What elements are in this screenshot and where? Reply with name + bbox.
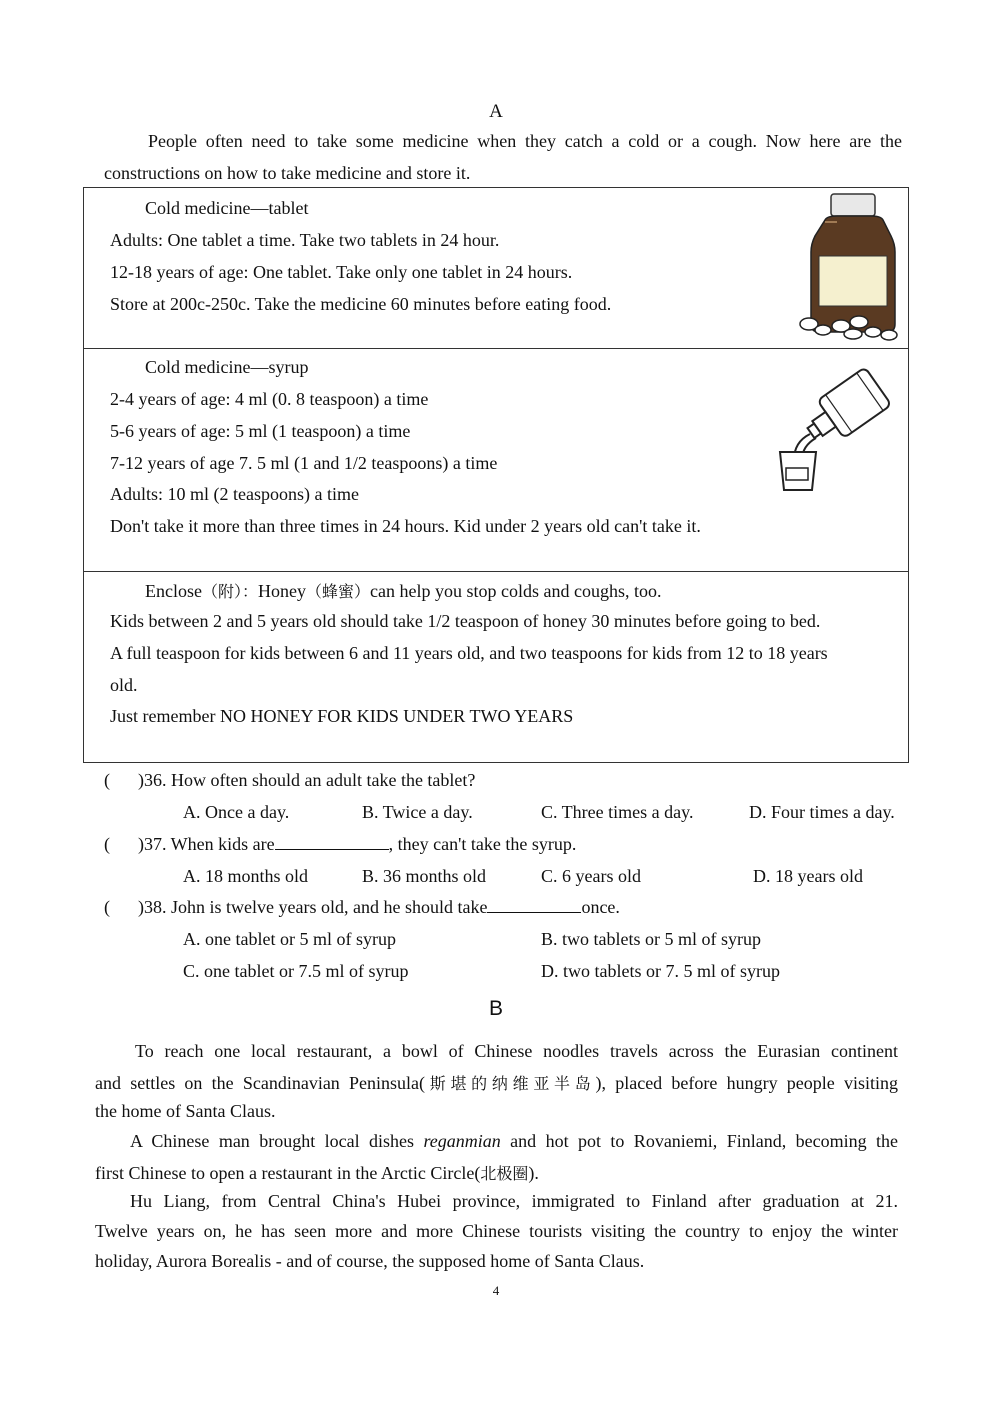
q36-option-a: A. Once a day. — [183, 802, 290, 822]
tablet-line: Adults: One tablet a time. Take two tablets in 24 hour. — [110, 230, 500, 250]
honey-line: A full teaspoon for kids between 6 and 11 years old, and two teaspoons for kids from 12 to 18 years — [110, 643, 828, 663]
syrup-line: 5-6 years of age: 5 ml (1 teaspoon) a time — [110, 421, 411, 441]
q38-option-c: C. one tablet or 7.5 ml of syrup — [183, 961, 409, 981]
honey-enclosure-box — [83, 571, 909, 763]
syrup-line: 2-4 years of age: 4 ml (0. 8 teaspoon) a time — [110, 389, 429, 409]
intro-line-1: People often need to take some medicine when they catch a cold or a cough. Now here are the — [148, 131, 902, 151]
page-number: 4 — [492, 1283, 500, 1298]
syrup-pouring-illustration — [772, 368, 902, 498]
question-38: ( )38. John is twelve years old, and he should take once. — [104, 897, 620, 917]
q38-option-d: D. two tablets or 7. 5 ml of syrup — [541, 961, 780, 981]
tablet-instructions-box — [83, 187, 909, 349]
section-b-heading: B — [488, 997, 503, 1020]
b-paragraph-2-line-1: A Chinese man brought local dishes reganmian and hot pot to Rovaniemi, Finland, becoming the — [130, 1131, 899, 1151]
b-paragraph-1-line-1: To reach one local restaurant, a bowl of Chinese noodles travels across the Eurasian continent — [135, 1041, 898, 1061]
q38-option-a: A. one tablet or 5 ml of syrup — [183, 929, 396, 949]
tablet-line: Store at 200c-250c. Take the medicine 60 minutes before eating food. — [110, 294, 612, 314]
question-36: ( )36. How often should an adult take the tablet? — [104, 770, 476, 790]
intro-line-2: constructions on how to take medicine and store it. — [104, 163, 471, 183]
section-a-heading: A — [489, 101, 503, 122]
syrup-line: Adults: 10 ml (2 teaspoons) a time — [110, 484, 359, 504]
medicine-bottle-illustration — [797, 192, 907, 344]
honey-line: Just remember NO HONEY FOR KIDS UNDER TWO YEARS — [110, 706, 574, 726]
b-paragraph-3-line-2: Twelve years on, he has seen more and more Chinese tourists visiting the country to enjoy the winter — [95, 1221, 898, 1241]
b-paragraph-1-line-2: and settles on the Scandinavian Peninsula(斯堪的纳维亚半岛), placed before hungry people visiting — [95, 1073, 898, 1093]
syrup-instructions-box — [83, 348, 909, 572]
b-paragraph-3-line-1: Hu Liang, from Central China's Hubei province, immigrated to Finland after graduation at 21. — [130, 1191, 898, 1211]
answer-blank — [487, 897, 581, 913]
tablet-line: 12-18 years of age: One tablet. Take only one tablet in 24 hours. — [110, 262, 573, 282]
b-paragraph-2-line-2: first Chinese to open a restaurant in the Arctic Circle(北极圈). — [95, 1163, 539, 1183]
q36-option-d: D. Four times a day. — [749, 802, 895, 822]
honey-line: old. — [110, 675, 138, 695]
q37-option-c: C. 6 years old — [541, 866, 641, 886]
honey-line: Kids between 2 and 5 years old should take 1/2 teaspoon of honey 30 minutes before going to bed. — [110, 611, 821, 631]
q36-option-c: C. Three times a day. — [541, 802, 694, 822]
q36-option-b: B. Twice a day. — [362, 802, 473, 822]
q37-option-a: A. 18 months old — [183, 866, 309, 886]
syrup-line: Don't take it more than three times in 24 hours. Kid under 2 years old can't take it. — [110, 516, 701, 536]
question-37: ( )37. When kids are , they can't take the syrup. — [104, 834, 577, 854]
q37-option-d: D. 18 years old — [753, 866, 863, 886]
syrup-line: 7-12 years of age 7. 5 ml (1 and 1/2 teaspoons) a time — [110, 453, 498, 473]
answer-blank — [275, 834, 389, 850]
q37-option-b: B. 36 months old — [362, 866, 487, 886]
q38-option-b: B. two tablets or 5 ml of syrup — [541, 929, 761, 949]
b-paragraph-3-line-3: holiday, Aurora Borealis - and of course, the supposed home of Santa Claus. — [95, 1251, 645, 1271]
tablet-title: Cold medicine—tablet — [145, 198, 309, 218]
honey-title: Enclose（附）：Honey（蜂蜜）can help you stop colds and coughs, too. — [145, 581, 662, 601]
b-paragraph-1-line-3: the home of Santa Claus. — [95, 1101, 276, 1121]
syrup-title: Cold medicine—syrup — [145, 357, 309, 377]
